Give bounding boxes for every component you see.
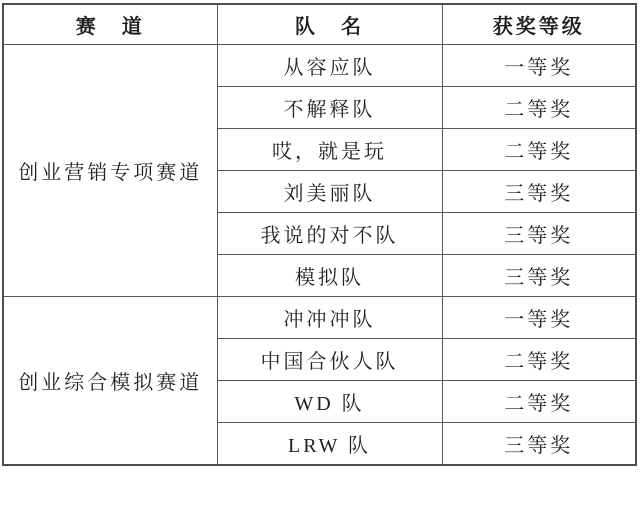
award-cell: 二等奖 <box>442 129 636 171</box>
award-cell: 三等奖 <box>442 171 636 213</box>
team-cell: LRW 队 <box>217 423 442 466</box>
table-row <box>3 45 636 87</box>
award-cell: 一等奖 <box>442 297 636 339</box>
table-header-row <box>3 4 636 45</box>
team-cell: 刘美丽队 <box>217 171 442 213</box>
team-cell: 中国合伙人队 <box>217 339 442 381</box>
award-cell: 三等奖 <box>442 213 636 255</box>
team-cell: WD 队 <box>217 381 442 423</box>
team-cell: 模拟队 <box>217 255 442 297</box>
award-cell: 一等奖 <box>442 45 636 87</box>
track-cell-simulation: 创业综合模拟赛道 <box>3 297 217 466</box>
header-award: 获奖等级 <box>442 4 636 45</box>
award-cell: 三等奖 <box>442 255 636 297</box>
header-track: 赛 道 <box>3 4 217 45</box>
team-cell: 冲冲冲队 <box>217 297 442 339</box>
table-row <box>3 297 636 339</box>
header-team: 队 名 <box>217 4 442 45</box>
award-cell: 二等奖 <box>442 339 636 381</box>
team-cell: 从容应队 <box>217 45 442 87</box>
team-cell: 不解释队 <box>217 87 442 129</box>
team-cell: 我说的对不队 <box>217 213 442 255</box>
track-cell-marketing: 创业营销专项赛道 <box>3 45 217 297</box>
award-cell: 二等奖 <box>442 87 636 129</box>
award-cell: 三等奖 <box>442 423 636 466</box>
awards-table <box>2 3 637 466</box>
award-cell: 二等奖 <box>442 381 636 423</box>
team-cell: 哎，就是玩 <box>217 129 442 171</box>
